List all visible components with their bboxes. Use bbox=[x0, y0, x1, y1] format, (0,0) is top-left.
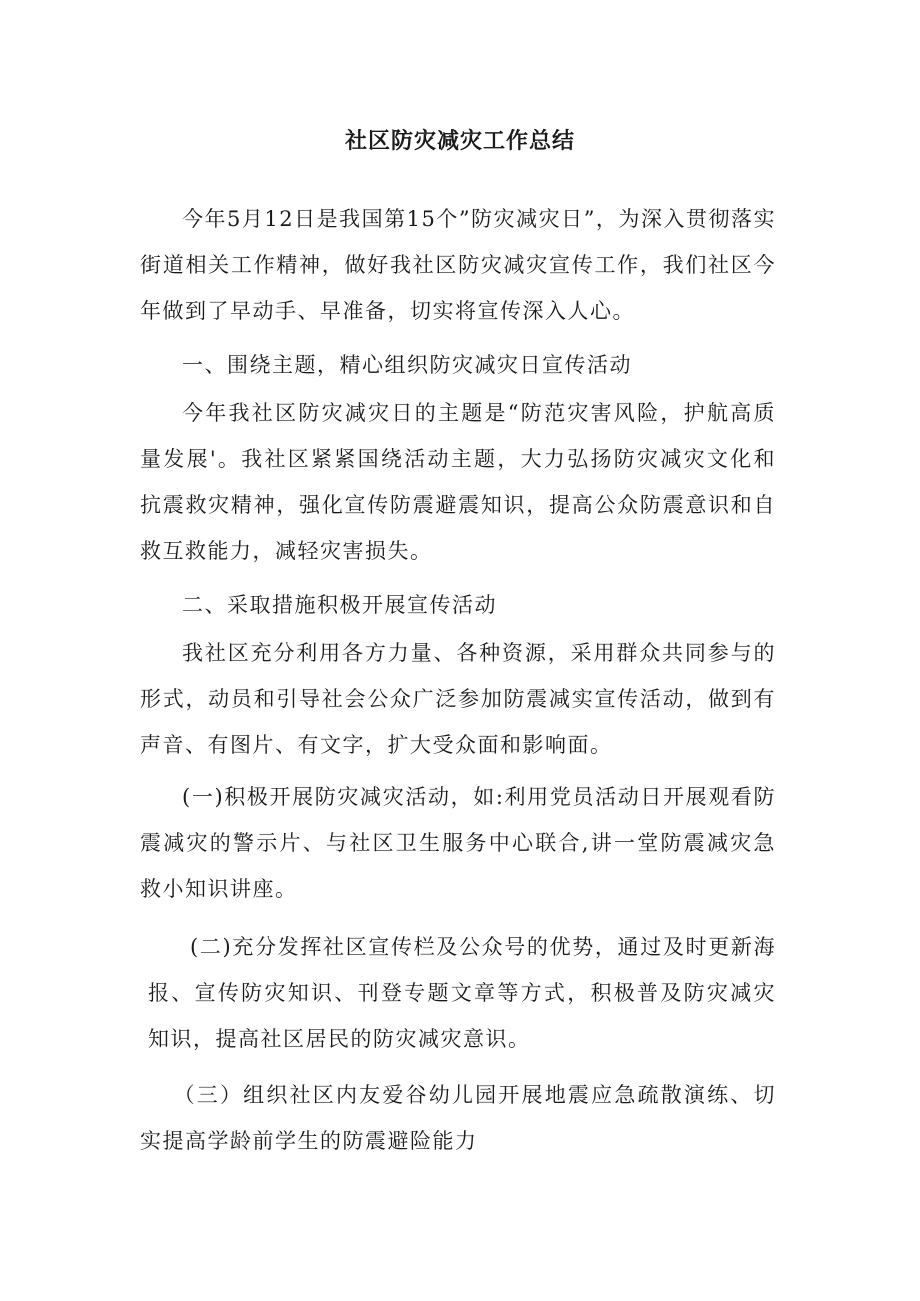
paragraph-item-3: （三）组织社区内友爱谷幼儿园开展地震应急疏散演练、切实提高学龄前学生的防震避险能力 bbox=[140, 1083, 776, 1153]
paragraph-theme: 今年我社区防灾减灾日的主题是“防范灾害风险，护航高质量发展'。我社区紧紧国绕活动主题，大力弘扬防灾减灾文化和抗震救灾精神，强化宣传防震避震知识，提高公众防震意识和自救互救能力，减轻灾害损失。 bbox=[140, 401, 776, 563]
paragraph-measures: 我社区充分利用各方力量、各种资源，采用群众共同参与的形式，动员和引导社会公众广泛参加防震减实宣传活动，做到有声音、有图片、有文字，扩大受众面和影响面。 bbox=[140, 641, 776, 757]
paragraph-intro: 今年5月12日是我国第15个”防灾减灾日”，为深入贯彻落实街道相关工作精神，做好我社区防灾减灾宣传工作，我们社区今年做到了早动手、早准备，切实将宣传深入人心。 bbox=[140, 207, 776, 323]
paragraph-item-2: (二)充分发挥社区宣传栏及公众号的优势，通过及时更新海报、宣传防灾知识、刊登专题文章等方式，积极普及防灾减灾知识，提高社区居民的防灾减灾意识。 bbox=[148, 935, 776, 1051]
paragraph-item-1: (一)积极开展防灾减灾活动，如:利用党员活动日开展观看防震减灾的警示片、与社区卫生服务中心联合,讲一堂防震减灾急救小知识讲座。 bbox=[140, 785, 776, 901]
document-title: 社区防灾减灾工作总结 bbox=[344, 129, 575, 154]
section-heading-1: 一、围绕主题，精心组织防灾减灾日宣传活动 bbox=[182, 353, 632, 377]
section-heading-2: 二、采取措施积极开展宣传活动 bbox=[182, 593, 497, 617]
